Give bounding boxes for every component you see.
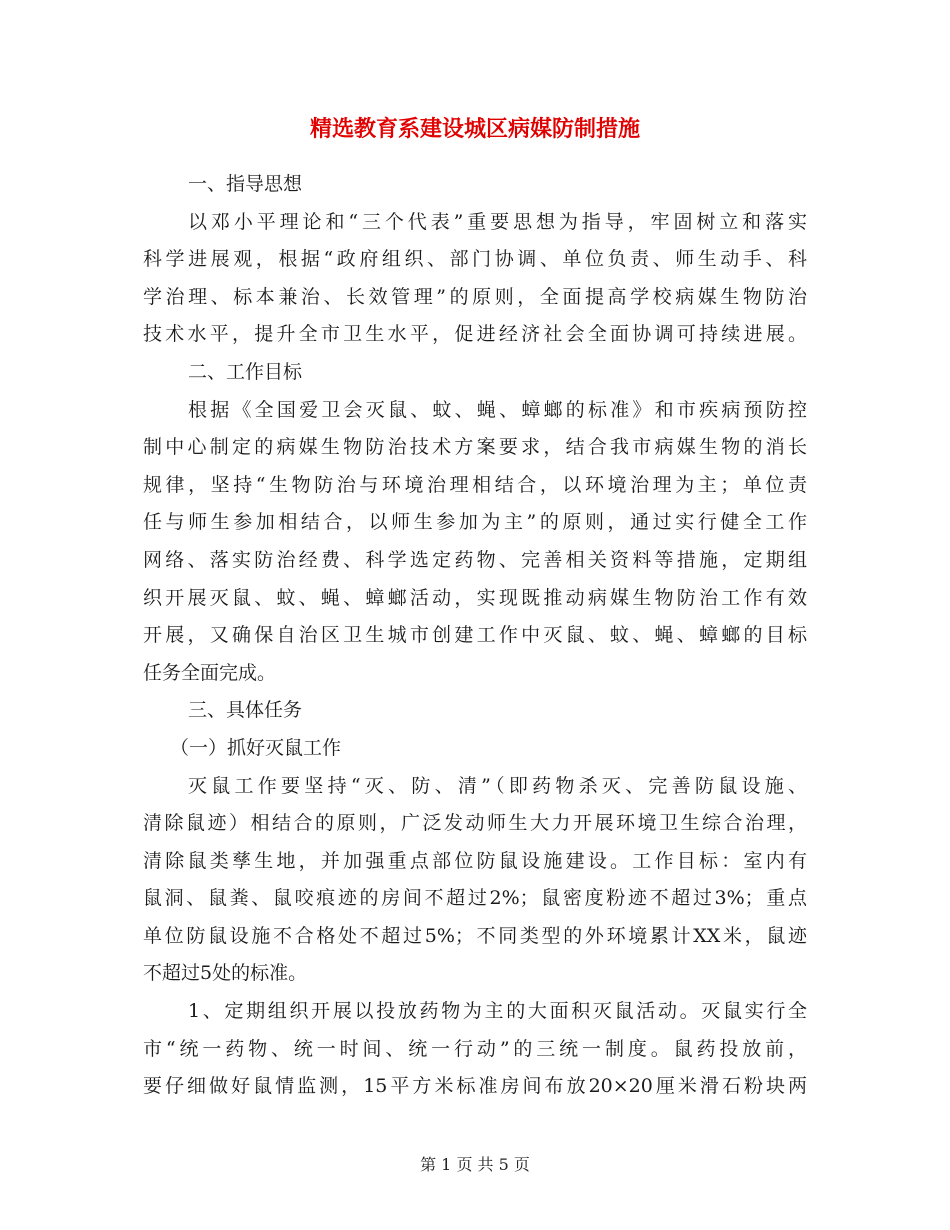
paragraph-line: 织开展灭鼠、蚊、蝇、蟑螂活动，实现既推动病媒生物防治工作有效: [143, 586, 807, 609]
section-heading-work-goals: 二、工作目标: [188, 360, 303, 383]
paragraph-line: 任务全面完成。: [143, 661, 277, 684]
paragraph-line: 学治理、标本兼治、长效管理”的原则，全面提高学校病媒生物防治: [143, 285, 807, 308]
paragraph-line: 清除鼠迹）相结合的原则，广泛发动师生大力开展环境卫生综合治理，: [143, 812, 807, 835]
page-number-footer: 第 1 页 共 5 页: [420, 1155, 530, 1174]
paragraph-line: 技术水平，提升全市卫生水平，促进经济社会全面协调可持续进展。: [143, 323, 807, 346]
paragraph-line: 以邓小平理论和“三个代表”重要思想为指导，牢固树立和落实: [188, 210, 807, 233]
paragraph-line: 任与师生参加相结合，以师生参加为主”的原则，通过实行健全工作: [143, 511, 807, 534]
paragraph-line: 科学进展观，根据“政府组织、部门协调、单位负责、师生动手、科: [143, 248, 807, 271]
document-body: [143, 166, 807, 1106]
paragraph-line: 规律，坚持“生物防治与环境治理相结合，以环境治理为主；单位责: [143, 473, 807, 496]
subsection-heading-rodent-control: （一）抓好灭鼠工作: [170, 736, 342, 759]
section-heading-guiding-ideology: 一、指导思想: [188, 173, 303, 195]
paragraph-line: 网络、落实防治经费、科学选定药物、完善相关资料等措施，定期组: [143, 548, 807, 571]
paragraph-line: 市“统一药物、统一时间、统一行动”的三统一制度。鼠药投放前，: [143, 1037, 807, 1060]
paragraph-line: 清除鼠类孳生地，并加强重点部位防鼠设施建设。工作目标：室内有: [143, 849, 807, 872]
document-title: 精选教育系建设城区病媒防制措施: [309, 116, 640, 142]
paragraph-line: 要仔细做好鼠情监测，15平方米标准房间布放20×20厘米滑石粉块两: [143, 1075, 807, 1098]
paragraph-line: 不超过5处的标准。: [143, 962, 308, 985]
section-heading-specific-tasks: 三、具体任务: [188, 699, 303, 722]
paragraph-line: 制中心制定的病媒生物防治技术方案要求，结合我市病媒生物的消长: [143, 436, 807, 459]
paragraph-line: 鼠洞、鼠粪、鼠咬痕迹的房间不超过2%；鼠密度粉迹不超过3%；重点: [143, 887, 807, 910]
paragraph-line: 灭鼠工作要坚持“灭、防、清”（即药物杀灭、完善防鼠设施、: [188, 774, 807, 797]
paragraph-line: 根据《全国爱卫会灭鼠、蚊、蝇、蟑螂的标准》和市疾病预防控: [188, 398, 807, 421]
paragraph-line: 1、定期组织开展以投放药物为主的大面积灭鼠活动。灭鼠实行全: [188, 1000, 807, 1023]
paragraph-line: 单位防鼠设施不合格处不超过5%；不同类型的外环境累计XX米，鼠迹: [143, 924, 807, 947]
paragraph-line: 开展，又确保自治区卫生城市创建工作中灭鼠、蚊、蝇、蟑螂的目标: [143, 624, 807, 647]
